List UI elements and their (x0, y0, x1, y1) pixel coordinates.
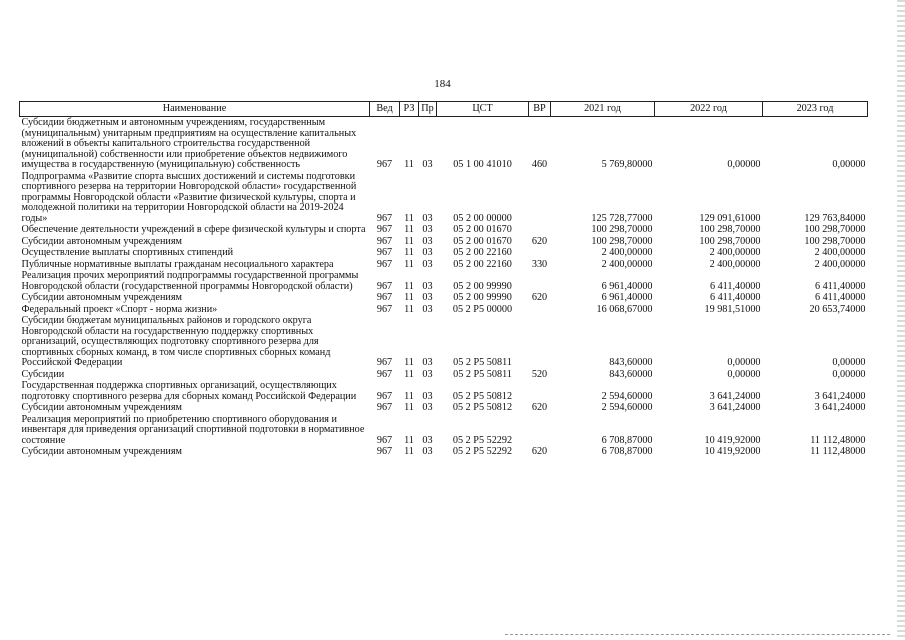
cell-name: Реализация мероприятий по приобретению спортивного оборудования и инвентаря для приведения организаций спортивной подготовки в нормативное состояние (21, 413, 365, 446)
cell-y2022: 100 298,70000 (699, 224, 761, 235)
cell-rz: 11 (404, 159, 414, 170)
cell-name: Субсидии бюджетным и автономным учреждениям, государственным (муниципальным) унитарным предприятиям на осуществление капитальных вложений в объекты капитального строительства государственной (муниципальной) собственности или приобретение объектов недвижимого имущества в государственную (муниципальную) собственность (21, 117, 357, 170)
cell-name: Субсидии автономным учреждениям (21, 292, 182, 303)
cell-y2023: 11 112,48000 (810, 446, 866, 457)
cell-ved: 967 (376, 280, 393, 292)
cell-y2022: 2 400,00000 (709, 247, 761, 258)
cell-y2021: 2 400,00000 (601, 247, 653, 258)
header-2021: 2021 год (551, 102, 655, 117)
cell-rz: 11 (404, 357, 414, 368)
cell-pr: 03 (422, 368, 433, 380)
header-2022: 2022 год (655, 102, 763, 117)
cell-y2023: 129 763,84000 (804, 212, 866, 224)
cell-cst: 05 2 P5 52292 (452, 434, 513, 446)
table-row (20, 446, 868, 458)
cell-cst: 05 2 00 01670 (453, 235, 512, 247)
cell-vr (529, 270, 551, 292)
cell-vr (529, 247, 551, 259)
cell-pr: 03 (422, 446, 433, 457)
table-header-row (20, 102, 868, 117)
cell-cst: 05 2 P5 50811 (453, 368, 512, 380)
cell-vr (529, 224, 551, 236)
cell-y2022: 100 298,70000 (699, 235, 761, 247)
cell-name: Субсидии автономным учреждениям (21, 402, 182, 413)
cell-y2022: 6 411,40000 (709, 280, 761, 292)
cell-y2023: 0,00000 (832, 368, 866, 380)
cell-y2023: 0,00000 (832, 159, 866, 170)
cell-y2021: 2 594,60000 (601, 390, 653, 402)
table-row (20, 270, 868, 292)
cell-rz: 11 (404, 446, 414, 457)
cell-rz: 11 (404, 247, 414, 258)
cell-ved: 967 (376, 303, 393, 315)
cell-ved: 967 (376, 247, 393, 258)
cell-ved: 967 (376, 258, 393, 270)
table-row (20, 247, 868, 259)
cell-pr: 03 (422, 390, 433, 402)
cell-cst: 05 2 00 22160 (453, 247, 512, 258)
cell-ved: 967 (376, 235, 393, 247)
table-row (20, 380, 868, 402)
cell-cst: 05 2 00 99990 (453, 280, 512, 292)
cell-vr: 620 (531, 292, 548, 303)
cell-pr: 03 (422, 247, 433, 258)
table-row (20, 117, 868, 171)
cell-vr (529, 304, 551, 316)
cell-y2021: 100 298,70000 (591, 235, 653, 247)
budget-table (19, 101, 868, 458)
header-rz: РЗ (400, 102, 419, 117)
cell-vr: 520 (531, 368, 548, 380)
cell-name: Обеспечение деятельности учреждений в сфере физической культуры и спорта (21, 224, 366, 235)
header-2023: 2023 год (763, 102, 868, 117)
cell-cst: 05 2 P5 00000 (452, 303, 513, 315)
cell-ved: 967 (376, 212, 393, 224)
cell-vr (529, 414, 551, 447)
cell-cst: 05 2 00 01670 (453, 224, 512, 235)
cell-ved: 967 (376, 402, 393, 413)
cell-y2022: 10 419,92000 (704, 434, 761, 446)
cell-pr: 03 (422, 235, 433, 247)
cell-y2022: 3 641,24000 (709, 390, 761, 402)
cell-rz: 11 (404, 212, 414, 224)
cell-rz: 11 (404, 390, 414, 402)
cell-name: Субсидии автономным учреждениям (21, 446, 182, 457)
table-row (20, 224, 868, 236)
cell-rz: 11 (404, 292, 414, 303)
cell-y2023: 100 298,70000 (804, 224, 866, 235)
table-row (20, 171, 868, 225)
cell-name: Субсидии (21, 368, 65, 380)
cell-y2022: 0,00000 (727, 357, 761, 368)
cell-pr: 03 (422, 303, 433, 315)
cell-rz: 11 (404, 402, 414, 413)
cell-y2023: 100 298,70000 (804, 235, 866, 247)
cell-pr: 03 (422, 224, 433, 235)
cell-y2021: 6 708,87000 (601, 434, 653, 446)
cell-y2023: 3 641,24000 (814, 390, 866, 402)
cell-y2023: 0,00000 (832, 357, 866, 368)
page-number: 184 (434, 78, 451, 90)
cell-name: Осуществление выплаты спортивных стипендий (21, 247, 234, 258)
cell-ved: 967 (376, 368, 393, 380)
cell-cst: 05 2 P5 50812 (452, 390, 513, 402)
table-row (20, 414, 868, 447)
cell-vr: 620 (531, 402, 548, 413)
cell-name: Реализация прочих мероприятий подпрограммы государственной программы Новгородской области (государственной программы Новгородской области) (21, 270, 359, 292)
cell-cst: 05 2 P5 52292 (452, 446, 513, 457)
scan-bottom-artifact (505, 634, 890, 636)
cell-rz: 11 (404, 368, 414, 380)
cell-cst: 05 2 00 99990 (453, 292, 512, 303)
cell-vr: 330 (531, 258, 548, 270)
cell-name: Федеральный проект «Спорт - норма жизни» (21, 303, 218, 315)
cell-y2022: 0,00000 (727, 159, 761, 170)
table-row (20, 292, 868, 304)
cell-pr: 03 (422, 434, 433, 446)
cell-cst: 05 2 00 22160 (453, 258, 512, 270)
cell-ved: 967 (376, 434, 393, 446)
table-row (20, 369, 868, 381)
table-row (20, 402, 868, 414)
header-vr: ВР (529, 102, 551, 117)
header-pr: Пр (419, 102, 437, 117)
cell-vr (529, 380, 551, 402)
table-row (20, 315, 868, 369)
cell-y2022: 0,00000 (727, 368, 761, 380)
cell-pr: 03 (422, 292, 433, 303)
cell-vr: 620 (531, 446, 548, 457)
cell-pr: 03 (422, 212, 433, 224)
cell-cst: 05 2 00 00000 (453, 212, 512, 224)
cell-ved: 967 (376, 292, 393, 303)
cell-pr: 03 (422, 258, 433, 270)
cell-cst: 05 2 P5 50812 (452, 402, 513, 413)
cell-y2021: 843,60000 (609, 357, 653, 368)
header-name: Наименование (20, 102, 370, 117)
table-row (20, 236, 868, 248)
cell-y2021: 6 708,87000 (601, 446, 653, 457)
cell-pr: 03 (422, 357, 433, 368)
cell-rz: 11 (404, 434, 414, 446)
table-row (20, 304, 868, 316)
scan-edge-artifact (897, 0, 905, 640)
cell-cst: 05 1 00 41010 (453, 159, 512, 170)
cell-vr (529, 171, 551, 225)
cell-name: Субсидии автономным учреждениям (21, 235, 182, 247)
header-cst: ЦСТ (437, 102, 529, 117)
cell-name: Публичные нормативные выплаты гражданам несоциального характера (21, 258, 334, 270)
cell-y2021: 2 594,60000 (601, 402, 653, 413)
cell-y2021: 5 769,80000 (601, 159, 653, 170)
cell-y2021: 125 728,77000 (591, 212, 653, 224)
cell-pr: 03 (422, 402, 433, 413)
cell-pr: 03 (422, 159, 433, 170)
table-body (20, 117, 868, 458)
cell-rz: 11 (404, 280, 414, 292)
cell-ved: 967 (376, 357, 393, 368)
cell-rz: 11 (404, 224, 414, 235)
cell-pr: 03 (422, 280, 433, 292)
cell-y2022: 129 091,61000 (699, 212, 761, 224)
cell-rz: 11 (404, 303, 414, 315)
cell-y2022: 19 981,51000 (704, 303, 761, 315)
cell-ved: 967 (376, 224, 393, 235)
cell-ved: 967 (376, 446, 393, 457)
cell-y2023: 2 400,00000 (814, 247, 866, 258)
cell-vr: 620 (531, 235, 548, 247)
cell-y2023: 3 641,24000 (814, 402, 866, 413)
cell-y2023: 2 400,00000 (814, 258, 866, 270)
cell-y2023: 6 411,40000 (814, 292, 866, 303)
cell-rz: 11 (404, 235, 414, 247)
cell-vr (529, 315, 551, 369)
cell-y2021: 100 298,70000 (591, 224, 653, 235)
cell-rz: 11 (404, 258, 414, 270)
cell-name: Подпрограмма «Развитие спорта высших достижений и системы подготовки спортивного резерва на территории Новгородской области» государственной программы Новгородской области «Развитие физической культуры, спорта и молодежной политики на территории Новгородской области на 2019-2024 годы» (21, 170, 357, 224)
cell-y2022: 10 419,92000 (704, 446, 761, 457)
cell-y2021: 16 068,67000 (596, 303, 653, 315)
cell-y2021: 6 961,40000 (601, 280, 653, 292)
cell-y2022: 2 400,00000 (709, 258, 761, 270)
table-row (20, 259, 868, 271)
cell-y2022: 6 411,40000 (709, 292, 761, 303)
cell-y2021: 6 961,40000 (601, 292, 653, 303)
cell-y2023: 11 112,48000 (810, 434, 866, 446)
cell-y2023: 20 653,74000 (809, 303, 866, 315)
cell-y2022: 3 641,24000 (709, 402, 761, 413)
cell-ved: 967 (376, 159, 393, 170)
cell-name: Государственная поддержка спортивных организаций, осуществляющих подготовку спортивного резерва для сборных команд Российской Федерации (21, 380, 357, 402)
cell-cst: 05 2 P5 50811 (453, 357, 512, 368)
cell-y2021: 2 400,00000 (601, 258, 653, 270)
cell-ved: 967 (376, 390, 393, 402)
header-ved: Вед (370, 102, 400, 117)
cell-y2021: 843,60000 (609, 368, 653, 380)
cell-name: Субсидии бюджетам муниципальных районов и городского округа Новгородской области на государственную поддержку спортивных организаций, осуществляющих подготовку спортивного резерва для спортивных сборных команд, в том числе спортивных сборных команд Российской Федерации (21, 315, 331, 368)
cell-y2023: 6 411,40000 (814, 280, 866, 292)
cell-vr: 460 (531, 159, 548, 170)
